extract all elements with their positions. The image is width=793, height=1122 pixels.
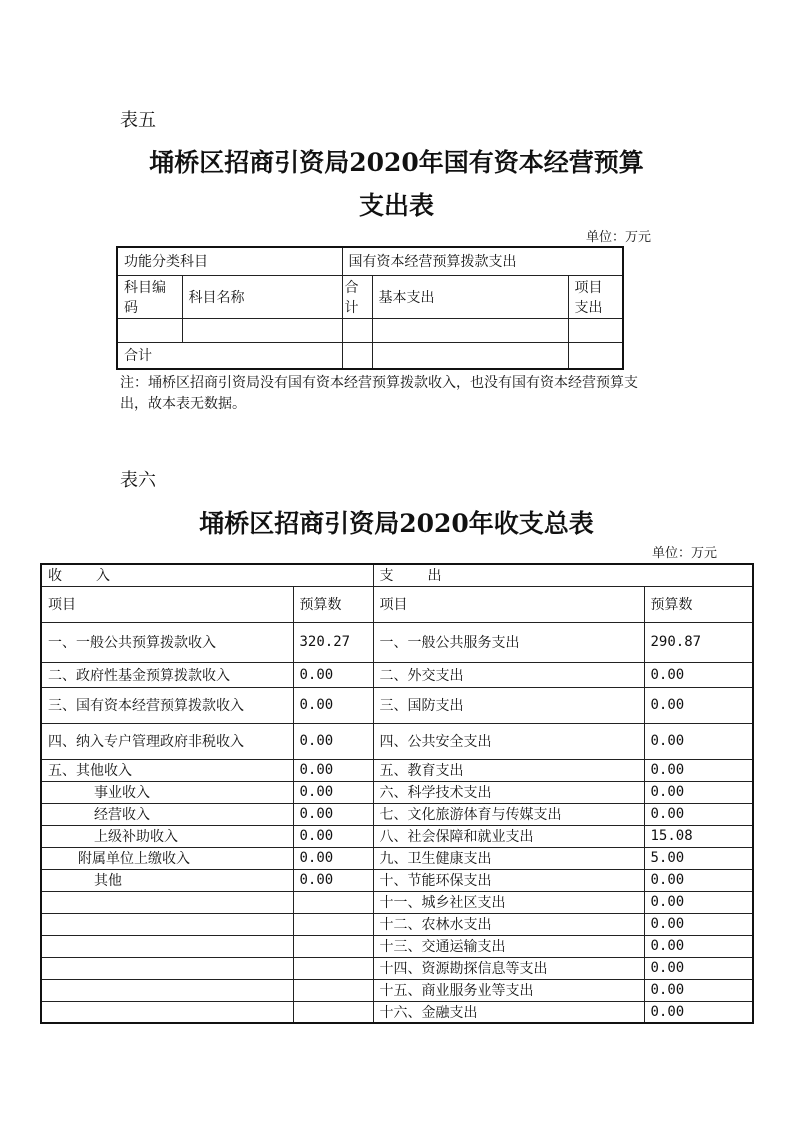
table5-title: 埇桥区招商引资局2020年国有资本经营预算 [149,148,644,177]
table6-income-item: 事业收入 [41,781,293,803]
table6-expense-item: 六、科学技术支出 [373,781,644,803]
table6-expense-item: 二、外交支出 [373,662,644,687]
table6-col-expense-budget: 预算数 [644,586,753,622]
table6-income-item [41,979,293,1001]
table6-income-value: 0.00 [293,869,373,891]
table6-expense-value: 0.00 [644,869,753,891]
table6-income-value: 0.00 [293,723,373,759]
table6-expense-value: 0.00 [644,781,753,803]
table6-income-item [41,891,293,913]
table6-income-value: 0.00 [293,662,373,687]
table6-title: 埇桥区招商引资局2020年收支总表 [199,509,594,538]
table-row [41,662,753,687]
table-row [41,803,753,825]
table6-label: 表六 [120,470,156,491]
table5-col-name: 科目名称 [182,275,342,318]
table6-expense-value: 290.87 [644,622,753,662]
table6-expense-value: 0.00 [644,957,753,979]
table6-expense-item: 十五、商业服务业等支出 [373,979,644,1001]
table6-income-item: 二、政府性基金预算拨款收入 [41,662,293,687]
table5-label: 表五 [120,110,156,131]
table6-expense-item: 一、一般公共服务支出 [373,622,644,662]
table-row [41,957,753,979]
table6-income-value: 0.00 [293,825,373,847]
table-row [41,825,753,847]
table6-expense-item: 五、教育支出 [373,759,644,781]
table6-income-item: 经营收入 [41,803,293,825]
table-row [41,847,753,869]
table-row [41,979,753,1001]
table-row [41,1001,753,1023]
table6-expense-value: 0.00 [644,979,753,1001]
table5-empty-row [117,318,623,342]
table5-unit: 单位：万元 [585,230,651,245]
table6-expense-value: 0.00 [644,891,753,913]
table-row [41,891,753,913]
table6-col-income-budget: 预算数 [293,586,373,622]
table6-expense-item: 四、公共安全支出 [373,723,644,759]
table-row [41,759,753,781]
table6-income-value [293,891,373,913]
table6-expense-header: 支 出 [373,564,753,586]
table6-income-value: 320.27 [293,622,373,662]
table6-income-item: 四、纳入专户管理政府非税收入 [41,723,293,759]
table6-expense-value: 0.00 [644,1001,753,1023]
table6-grid [40,563,754,1024]
table6-col-expense-item: 项目 [373,586,644,622]
table6-income-item [41,957,293,979]
table5-note: 注：埇桥区招商引资局没有国有资本经营预算拨款收入，也没有国有资本经营预算支出，故本表无数据。 [120,375,638,412]
table6-expense-value: 0.00 [644,662,753,687]
table6-expense-item: 十六、金融支出 [373,1001,644,1023]
table6-income-value [293,1001,373,1023]
table6-income-value: 0.00 [293,759,373,781]
table6-expense-value: 0.00 [644,935,753,957]
table5-total-label: 合计 [117,342,342,369]
table-row [41,913,753,935]
table6-income-item [41,1001,293,1023]
table6-income-value [293,957,373,979]
table5-header-right: 国有资本经营预算拨款支出 [342,247,623,275]
table6-income-item: 上级补助收入 [41,825,293,847]
table5-title-line2: 支出表 [358,191,434,220]
table6-income-item [41,935,293,957]
table6-expense-item: 七、文化旅游体育与传媒支出 [373,803,644,825]
table-row [41,687,753,723]
table6-expense-item: 十二、农林水支出 [373,913,644,935]
table6-unit: 单位：万元 [651,546,717,561]
table-row [41,622,753,662]
table6-expense-value: 0.00 [644,687,753,723]
table6-expense-item: 十三、交通运输支出 [373,935,644,957]
table-row [41,781,753,803]
table6-expense-item: 十、节能环保支出 [373,869,644,891]
table6-income-item: 其他 [41,869,293,891]
table6-expense-value: 0.00 [644,723,753,759]
table5-col-project: 项目支出 [568,275,623,318]
table5-col-code: 科目编码 [117,275,182,318]
table-row [41,869,753,891]
table6-income-value [293,935,373,957]
table6-expense-value: 0.00 [644,803,753,825]
table6-income-header: 收 入 [41,564,373,586]
table5-col-total: 合计 [342,275,372,318]
table-row [41,723,753,759]
table6-col-income-item: 项目 [41,586,293,622]
table6-income-value: 0.00 [293,803,373,825]
table5-grid [116,246,624,370]
table6-income-value [293,913,373,935]
table6-income-item: 一、一般公共预算拨款收入 [41,622,293,662]
table6-income-item: 三、国有资本经营预算拨款收入 [41,687,293,723]
table6-income-value: 0.00 [293,781,373,803]
table6-income-item [41,913,293,935]
table5-header-left: 功能分类科目 [117,247,342,275]
table6-expense-value: 0.00 [644,759,753,781]
table6-income-value [293,979,373,1001]
table5-col-basic: 基本支出 [372,275,568,318]
table6-income-value: 0.00 [293,687,373,723]
table6-income-item: 五、其他收入 [41,759,293,781]
table5-total-row [117,342,623,369]
table6-expense-value: 0.00 [644,913,753,935]
table6-expense-item: 十一、城乡社区支出 [373,891,644,913]
table-row [41,935,753,957]
table6-expense-value: 15.08 [644,825,753,847]
table6-expense-value: 5.00 [644,847,753,869]
table6-expense-item: 三、国防支出 [373,687,644,723]
table6-expense-item: 九、卫生健康支出 [373,847,644,869]
table6-income-item: 附属单位上缴收入 [41,847,293,869]
table6-expense-item: 十四、资源勘探信息等支出 [373,957,644,979]
table6-income-value: 0.00 [293,847,373,869]
table6-expense-item: 八、社会保障和就业支出 [373,825,644,847]
